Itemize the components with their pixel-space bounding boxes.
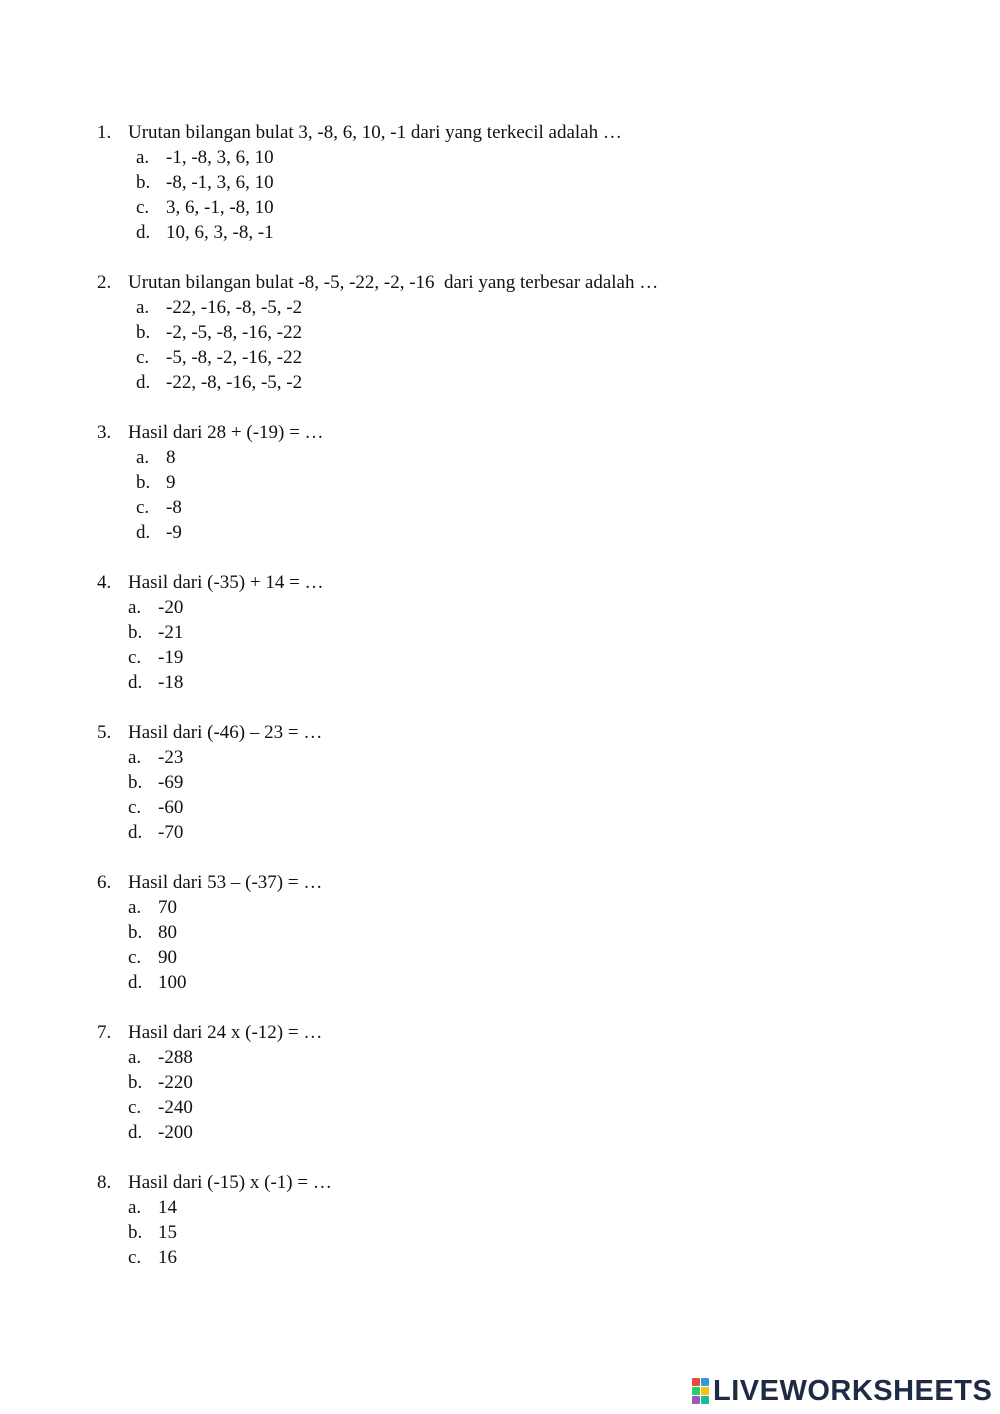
- question-text: Hasil dari (-35) + 14 = …: [128, 572, 324, 593]
- option-letter: b.: [128, 922, 143, 943]
- option-text: -220: [158, 1072, 193, 1093]
- option-text: 70: [158, 897, 177, 918]
- option-text: 9: [166, 472, 176, 493]
- option-letter: c.: [128, 647, 142, 668]
- option-letter: c.: [128, 1097, 142, 1118]
- liveworksheets-logo-icon: [692, 1378, 709, 1404]
- option-letter: c.: [128, 947, 142, 968]
- option-letter: d.: [136, 372, 151, 393]
- option-text: 14: [158, 1197, 177, 1218]
- option-text: -18: [158, 672, 184, 693]
- question-text: Hasil dari (-15) x (-1) = …: [128, 1172, 332, 1193]
- option-letter: b.: [128, 772, 143, 793]
- question-number: 3.: [97, 422, 112, 443]
- question-text: Hasil dari 53 – (-37) = …: [128, 872, 323, 893]
- option-text: -22, -16, -8, -5, -2: [166, 297, 303, 318]
- option-text: -69: [158, 772, 184, 793]
- option-letter: d.: [128, 972, 143, 993]
- option-text: 10, 6, 3, -8, -1: [166, 222, 274, 243]
- option-letter: a.: [136, 297, 150, 318]
- question-number: 7.: [97, 1022, 112, 1043]
- option-letter: c.: [136, 497, 150, 518]
- option-text: -70: [158, 822, 184, 843]
- option-text: -22, -8, -16, -5, -2: [166, 372, 303, 393]
- option-text: 3, 6, -1, -8, 10: [166, 197, 274, 218]
- option-letter: d.: [128, 1122, 143, 1143]
- option-letter: a.: [128, 597, 142, 618]
- question-number: 1.: [97, 122, 112, 143]
- logo-text: LIVEWORKSHEETS: [713, 1374, 993, 1407]
- option-letter: c.: [136, 197, 150, 218]
- option-text: -2, -5, -8, -16, -22: [166, 322, 303, 343]
- question-number: 8.: [97, 1172, 112, 1193]
- option-letter: b.: [136, 472, 151, 493]
- option-text: 16: [158, 1247, 177, 1268]
- option-text: -20: [158, 597, 184, 618]
- option-text: 80: [158, 922, 177, 943]
- option-text: 8: [166, 447, 176, 468]
- question-number: 4.: [97, 572, 112, 593]
- option-text: -5, -8, -2, -16, -22: [166, 347, 303, 368]
- question-number: 6.: [97, 872, 112, 893]
- option-letter: b.: [128, 1072, 143, 1093]
- option-text: 90: [158, 947, 177, 968]
- question-text: Hasil dari (-46) – 23 = …: [128, 722, 323, 743]
- liveworksheets-logo[interactable]: [692, 1376, 992, 1406]
- option-letter: d.: [128, 822, 143, 843]
- option-text: 100: [158, 972, 187, 993]
- question-number: 5.: [97, 722, 112, 743]
- option-letter: a.: [136, 447, 150, 468]
- question-text: Urutan bilangan bulat 3, -8, 6, 10, -1 dari yang terkecil adalah …: [128, 122, 622, 143]
- option-text: -19: [158, 647, 184, 668]
- question-text: Urutan bilangan bulat -8, -5, -22, -2, -16 dari yang terbesar adalah …: [128, 272, 659, 293]
- option-letter: d.: [136, 222, 151, 243]
- option-letter: a.: [136, 147, 150, 168]
- option-text: -8, -1, 3, 6, 10: [166, 172, 274, 193]
- option-text: -1, -8, 3, 6, 10: [166, 147, 274, 168]
- option-letter: b.: [128, 622, 143, 643]
- option-text: -200: [158, 1122, 193, 1143]
- option-text: -60: [158, 797, 184, 818]
- option-text: -8: [166, 497, 182, 518]
- option-letter: a.: [128, 1197, 142, 1218]
- option-text: 15: [158, 1222, 177, 1243]
- option-letter: a.: [128, 897, 142, 918]
- option-letter: a.: [128, 747, 142, 768]
- option-text: -9: [166, 522, 182, 543]
- option-letter: d.: [136, 522, 151, 543]
- question-number: 2.: [97, 272, 112, 293]
- question-text: Hasil dari 28 + (-19) = …: [128, 422, 324, 443]
- option-text: -240: [158, 1097, 193, 1118]
- option-letter: b.: [136, 172, 151, 193]
- option-letter: d.: [128, 672, 143, 693]
- option-letter: c.: [136, 347, 150, 368]
- option-letter: a.: [128, 1047, 142, 1068]
- option-letter: b.: [128, 1222, 143, 1243]
- option-letter: c.: [128, 797, 142, 818]
- option-letter: c.: [128, 1247, 142, 1268]
- option-text: -21: [158, 622, 184, 643]
- option-text: -288: [158, 1047, 193, 1068]
- option-text: -23: [158, 747, 184, 768]
- question-text: Hasil dari 24 x (-12) = …: [128, 1022, 323, 1043]
- option-letter: b.: [136, 322, 151, 343]
